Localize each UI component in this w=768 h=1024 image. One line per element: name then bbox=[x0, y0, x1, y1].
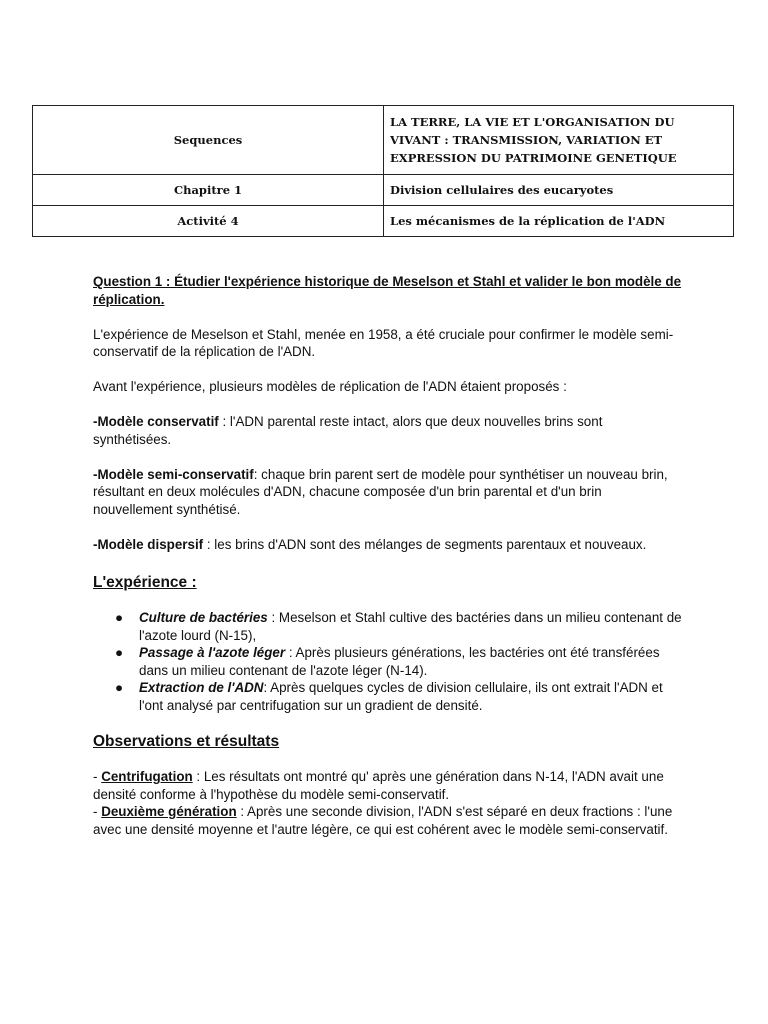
model-conservative bbox=[93, 413, 683, 448]
model-description: : l'ADN parental reste intact, alors que deux nouvelles brins sont synthétisées. bbox=[93, 414, 603, 447]
observation-item: - Deuxième génération : Après une seconde division, l'ADN s'est séparé en deux fractions : l'une avec une densité moyenne et l'autre légère, ce qui est cohérent avec le modèle semi-conservatif. bbox=[93, 804, 673, 837]
activity-label: Activité 4 bbox=[33, 206, 384, 237]
model-description: : chaque brin parent sert de modèle pour synthétiser un nouveau brin, résultant en deux molécules d'ADN, chacune composée d'un brin parental et d'un brin nouvellement synthétisé. bbox=[93, 466, 668, 517]
observations-heading: Observations et résultats bbox=[93, 733, 280, 750]
activity-value: Les mécanismes de la réplication de l'ADN bbox=[384, 206, 734, 237]
item-text: : Après quelques cycles de division cellulaire, ils ont extrait l'ADN et l'ont analysé par centrifugation sur un gradient de densité. bbox=[139, 680, 663, 713]
item-text: : Meselson et Stahl cultive des bactéries dans un milieu contenant de l'azote lourd (N-15), bbox=[139, 610, 682, 643]
sequence-label: Sequences bbox=[33, 106, 384, 175]
model-name: -Modèle dispersif bbox=[93, 536, 204, 552]
model-semi-conservative bbox=[93, 466, 683, 519]
item-term: Extraction de l'ADN bbox=[139, 680, 264, 695]
model-dispersive bbox=[93, 536, 683, 554]
observation-term: Deuxième génération bbox=[101, 804, 237, 819]
list-item bbox=[93, 679, 683, 714]
model-description: : les brins d'ADN sont des mélanges de segments parentaux et nouveaux. bbox=[203, 536, 647, 552]
experience-list bbox=[93, 609, 683, 714]
list-item bbox=[93, 609, 683, 644]
observation-text: : Les résultats ont montré qu' après une génération dans N-14, l'ADN avait une densité conforme à l'hypothèse du modèle semi-conservatif. bbox=[93, 769, 664, 802]
item-text: : Après plusieurs générations, les bactéries ont été transférées dans un milieu contenant de l'azote léger (N-14). bbox=[139, 645, 660, 678]
item-term: Culture de bactéries bbox=[139, 610, 268, 625]
model-name: -Modèle semi-conservatif bbox=[93, 466, 254, 482]
bullet-icon: ● bbox=[115, 680, 124, 695]
sequence-value: LA TERRE, LA VIE ET L'ORGANISATION DU VIVANT : TRANSMISSION, VARIATION ET EXPRESSION DU PATRIMOINE GENETIQUE bbox=[384, 106, 734, 175]
experience-heading: L'expérience : bbox=[93, 574, 197, 591]
question-title: Question 1 : Étudier l'expérience historique de Meselson et Stahl et valider le bon modèle de réplication. bbox=[93, 274, 682, 307]
observation-text: : Après une seconde division, l'ADN s'est séparé en deux fractions : l'une avec une densité moyenne et l'autre légère, ce qui est cohérent avec le modèle semi-conservatif. bbox=[93, 804, 673, 837]
chapter-value: Division cellulaires des eucaryotes bbox=[384, 175, 734, 206]
table-row bbox=[33, 106, 734, 175]
observation-term: Centrifugation bbox=[101, 769, 193, 784]
table-row bbox=[33, 206, 734, 237]
item-term: Passage à l'azote léger bbox=[139, 645, 286, 660]
observation-item: - Centrifugation : Les résultats ont montré qu' après une génération dans N-14, l'ADN avait une densité conforme à l'hypothèse du modèle semi-conservatif. bbox=[93, 769, 664, 802]
chapter-label: Chapitre 1 bbox=[33, 175, 384, 206]
model-name: -Modèle conservatif bbox=[93, 414, 219, 429]
list-item bbox=[93, 644, 683, 679]
intro-paragraph-2: Avant l'expérience, plusieurs modèles de réplication de l'ADN étaient proposés : bbox=[93, 379, 567, 394]
header-table bbox=[32, 105, 734, 237]
bullet-icon: ● bbox=[115, 645, 124, 660]
table-row bbox=[33, 175, 734, 206]
bullet-icon: ● bbox=[115, 610, 124, 625]
document-body bbox=[93, 273, 683, 838]
intro-paragraph: L'expérience de Meselson et Stahl, menée en 1958, a été cruciale pour confirmer le modèle semi-conservatif de la réplication de l'ADN. bbox=[93, 326, 674, 359]
